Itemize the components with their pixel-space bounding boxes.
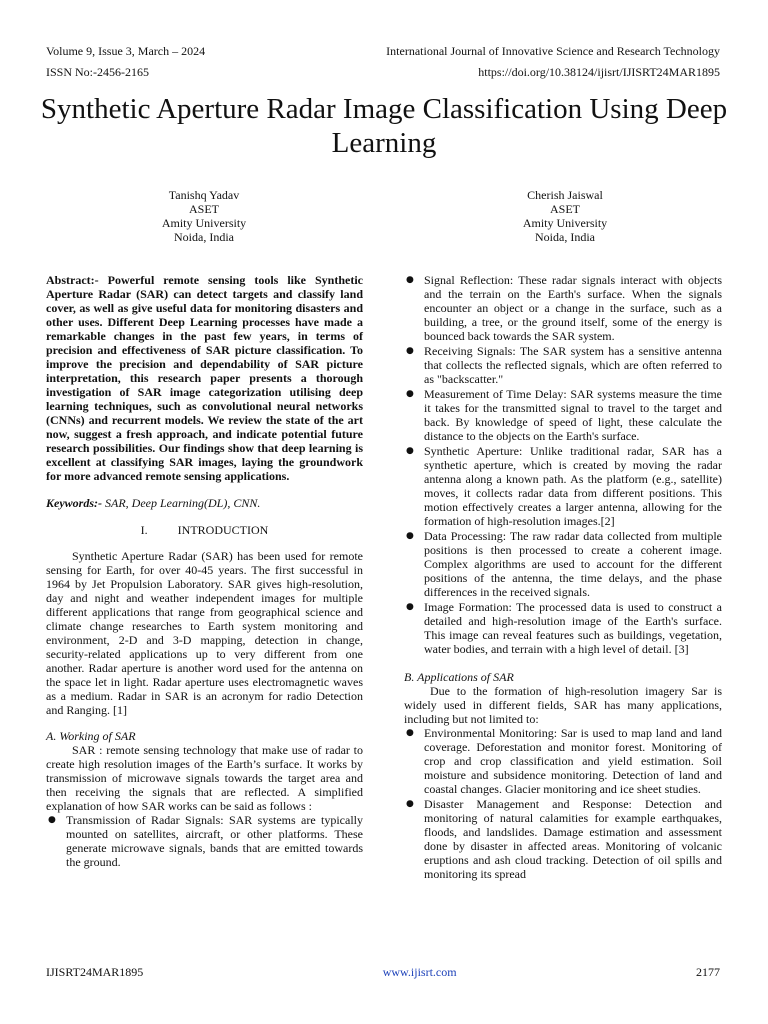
author-univ: Amity University <box>161 216 247 230</box>
running-header-2 <box>46 65 720 79</box>
author-loc: Noida, India <box>535 230 595 244</box>
keywords <box>46 496 363 510</box>
author-loc: Noida, India <box>174 230 234 244</box>
page-number: 2177 <box>696 965 720 979</box>
header-doi[interactable]: https://doi.org/10.38124/ijisrt/IJISRT24MAR1895 <box>478 65 720 79</box>
page-footer <box>46 965 720 979</box>
list-item: ● Image Formation: The processed data is used to construct a detailed and high-resolution image of the Earth's surface. This image can reveal features such as buildings, vegetation, water bodies, and terrain with a high level of detail. [3] <box>404 600 722 656</box>
list-item: ● Synthetic Aperture: Unlike traditional radar, SAR has a synthetic aperture, which is created by moving the radar antenna along a known path. As the platform (e.g., satellite) moves, it collects radar data from different positions. This motion effectively creates a larger antenna, allowing for the formation of high-resolution images.[2] <box>404 444 722 528</box>
working-paragraph: SAR : remote sensing technology that make use of radar to create high resolution images of the Earth’s surface. It works by transmission of microwave signals towards the target area and then receiving the signals that are reflected. A simplified explanation of how SAR works can be said as follows : <box>46 743 363 813</box>
intro-paragraph: Synthetic Aperture Radar (SAR) has been used for remote sensing for Earth, for over 40-45 years. The first successful in 1964 by Jet Propulsion Laboratory. SAR gives high-resolution, day and night and weather independent images for multiple different applications that range from geographical science and climate change researches to Earth system monitoring and environment, 2-D and 3-D mapping, detection in change, security-related applications up to very different from one another. Radar aperture is another word used for the antenna on the space let in light. Radar aperture uses electromagnetic waves as a medium. Radar in SAR is an acronym for radio Detection and Ranging. [1] <box>46 549 363 717</box>
subsection-heading-applications: B. Applications of SAR <box>404 670 514 684</box>
header-journal: International Journal of Innovative Science and Research Technology <box>386 44 720 58</box>
right-column <box>404 273 722 882</box>
author-univ: Amity University <box>522 216 608 230</box>
list-item: ● Data Processing: The raw radar data collected from multiple positions is then processed to create a coherent image. Complex algorithms are used to account for the different positions of the antenna, the time delays, and the phase differences in the received signals. <box>404 529 722 599</box>
keywords-label: Keywords:- <box>46 496 102 510</box>
section-number: I. <box>140 523 148 537</box>
header-volume: Volume 9, Issue 3, March – 2024 <box>46 44 206 58</box>
list-item: ● Measurement of Time Delay: SAR systems measure the time it takes for the transmitted signal to travel to the target and back. By knowledge of speed of light, these calculate the distance to the objects on the Earth's surface. <box>404 387 722 443</box>
subsection-heading-working: A. Working of SAR <box>46 729 136 743</box>
list-item: ● Receiving Signals: The SAR system has a sensitive antenna that collects the reflected signals, which are often referred to as "backscatter." <box>404 344 722 386</box>
left-column <box>46 273 363 870</box>
keywords-text: SAR, Deep Learning(DL), CNN. <box>102 496 261 510</box>
section-heading-introduction <box>46 523 363 537</box>
applications-paragraph: Due to the formation of high-resolution imagery Sar is widely used in different fields, SAR has many applications, including but not limited to: <box>404 684 722 726</box>
list-item: ● Signal Reflection: These radar signals interact with objects and the terrain on the Earth's surface. When the signals encounter an object or a change in the surface, such as a building, a tree, or the ground itself, some of the energy is bounced back towards the SAR system. <box>404 273 722 343</box>
author-block-1 <box>104 188 304 244</box>
applications-bullet-list <box>404 726 722 881</box>
list-item: ● Disaster Management and Response: Detection and monitoring of natural calamities for example earthquakes, floods, and landslides. Damage estimation and assessment done by disaster in affected areas. Monitoring of volcanic eruptions and ash cloud tracking. Detection of oil spills and monitoring its spread <box>404 797 722 881</box>
author-name: Cherish Jaiswal <box>527 188 603 202</box>
working-bullet-list <box>46 813 363 869</box>
running-header <box>46 44 720 58</box>
abstract: Abstract:- Powerful remote sensing tools like Synthetic Aperture Radar (SAR) can detect targets and classify land cover, as well as give useful data for monitoring disasters and other uses. Different Deep Learning processes have made a remarkable changes in the past few years, in terms of precision and effectiveness of SAR picture classification. To improve the precision and dependability of SAR picture interpretation, this research paper presents a thorough investigation of SAR image categorization utilising deep learning techniques, such as convolutional neural networks (CNNs) and recurrent models. We review the state of the art now, suggest a fresh approach, and indicate potential future research possibilities. Our findings show that deep learning is excellent at classifying SAR images, laying the groundwork for more advanced remote sensing applications. <box>46 273 363 483</box>
author-name: Tanishq Yadav <box>168 188 240 202</box>
footer-paper-id: IJISRT24MAR1895 <box>46 965 144 979</box>
list-item: ● Transmission of Radar Signals: SAR systems are typically mounted on satellites, aircraft, or other platforms. These generate microwave signals, bands that are emitted towards the ground. <box>46 813 363 869</box>
author-dept: ASET <box>189 202 219 216</box>
header-issn: ISSN No:-2456-2165 <box>46 65 150 79</box>
list-item: ● Environmental Monitoring: Sar is used to map land and land coverage. Deforestation and monitor forest. Monitoring of crop and crop classification and yield estimation. Soil moisture and subsidence monitoring. Detection of land and coastal changes. Glacier monitoring and ice sheet studies. <box>404 726 722 796</box>
paper-title: Synthetic Aperture Radar Image Classification Using Deep Learning <box>40 93 728 159</box>
working-bullet-list-continued <box>404 273 722 656</box>
author-dept: ASET <box>550 202 580 216</box>
section-title: INTRODUCTION <box>177 523 269 537</box>
footer-website-link[interactable]: www.ijisrt.com <box>382 965 457 979</box>
author-block-2 <box>465 188 665 244</box>
